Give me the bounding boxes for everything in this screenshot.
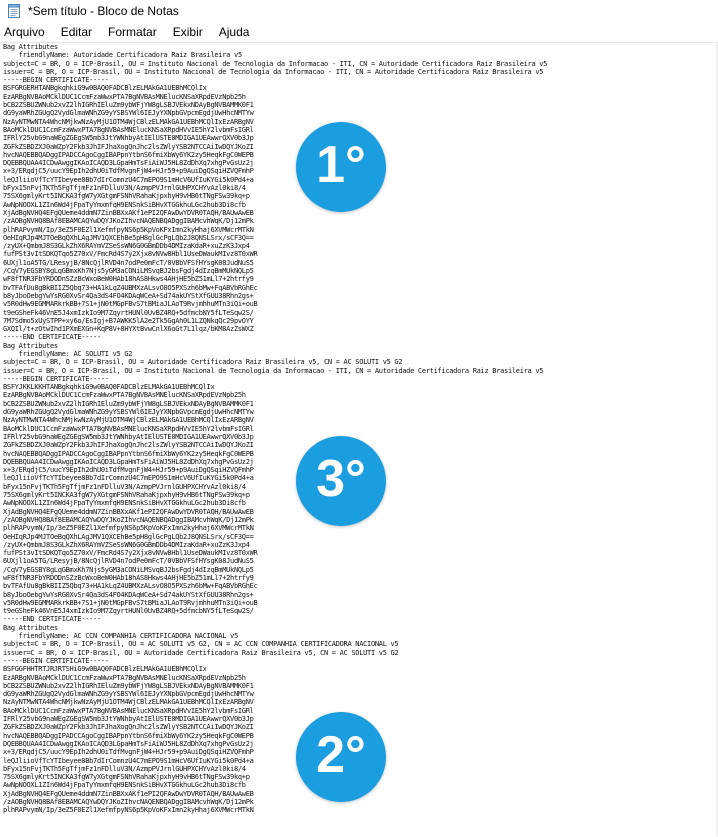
menu-exibir[interactable]: Exibir [172, 25, 203, 39]
menu-arquivo[interactable]: Arquivo [4, 25, 45, 39]
menu-ajuda[interactable]: Ajuda [218, 25, 250, 39]
window-title: *Sem título - Bloco de Notas [28, 4, 179, 18]
order-badge-third [296, 712, 386, 802]
menu-bar [0, 22, 718, 42]
order-badge-second [296, 436, 386, 526]
notepad-icon [6, 3, 22, 19]
title-bar [0, 0, 718, 22]
order-badge-first-label: 1° [316, 136, 366, 194]
order-badge-first [296, 122, 386, 212]
order-badge-third-label: 2° [316, 726, 366, 784]
menu-editar[interactable]: Editar [60, 25, 93, 39]
order-badge-second-label: 3° [316, 450, 366, 508]
menu-formatar[interactable]: Formatar [108, 25, 157, 39]
editor-content[interactable]: Bag Attributes friendlyName: Autoridade Certificadora Raiz Brasileira v5 subject=C = BR, O = ICP-Brasil, OU = Instituto Nacional de Tecnologia da Informacao - ITI, CN = Autoridade Certificadora Raiz Brasileira v5 issuer=C = BR, O = ICP-Brasil, OU = Instituto Nacional de Tecnologia da Informacao - ITI, CN = Autoridade Certificadora Raiz Brasileira v5 -----BEGIN CERTIFICATE----- BSFGRGERHTANBgkqhkiG9w0BAQ0FADCBlzELMAkGA1UEBhMCQlIx EzARBgNVBAoMCklDUC1CcmFzaWwxPTA7BgNVBAsMNElucKNSaXRpdEVzNpb25h bCB2ZSBUZWNub2xvZ2lhIGRhIEluZm9ybWFjYW8gLSBJVEkxNDAyBgNVBAMMK0F1 dG9yaWRhZGUgQ2VydGlmaWNhZG9yYSBSYWl6IEJyYXNpbGVpcmEgdjUwHhcNMTYw NzAyNTMwNTA4WhcNMjkwNzAyMjU1OTM4WjCBlzELMAkGA1UEBhMCQlIxEzARBgNV BAoMCklDUC1CcmFzaWwxPTA7BgNVBAsMNElucKNSaXRpdHVvIE5hY2lvbmFsIGRl IFRlY25vbG9naWEgZGEgSW5mb3JtYWNhbyAtIElUSTE0MDIGA1UEAwwrQXV0b3Jp ZGFkZSBDZXJ0aWZpY2Fkb3JhIFJhaXogQnJhc2lsZWlyYSB2NTCCAiIwDQYJKoZI hvcNAQEBBQADggIPADCCAgoCggIBAPpnYtbnS6fmiXbWy6YK2zy5HeqkFgC0WEPB DQEBBQUAA4ICDwAwggIKAoICAQD3LGpaHmTsFiAiWJ5HL8ZdDhXq7xhgPvGsUz2j x+3/ERqdjC5/uucY9EpIh2dhU0iTdfMvgnFjW4+HJr59+p9AuiDgQSqiHZVQFmhP leQJliioVfTcYTIbeyee8Bb7dIrComnzU4C7mEPO9S1mHcV6UfIuKYGi5k0Pd4+a bFyx15nFvjTKTh5FgTfjmFz1nFDlluV3N/AzmpPVJrnlGUHPXCHYvAzl0ki8/4 75SX6gmlyKrt5INCKA3fgW7yXGtgmFSNhVRahaKjpxhyH9vHB6tTNgFSw39kq+p AwNpNOOXL1ZIn6Wd4jFpaTyYmxmfqH9ENSnkSiBHvXTGGkhuLGc2hub3Di8cfb XjAdBgNVHQ4EFgQUeme4ddmN7ZinBBXxAKf1ePI2QFAwDwYDVR0TAQH/BAUwAwEB /zAOBgNVHQ8BAf8EBAMCAQYwDQYJKoZIhvcNAQENBQADggIBAMcvhWqK/Dj12mPk plhRAPvymN/Ip/3eZ5F0EZl1XefmfpyNS6p5KpVoKFxImn2kyHhaj6XVMWcrMTkN OeHIqRJp4MJTOeBqQXhLAgJMV1QXCEhBe5pH8glGcPgLQb2J8QNSLSrx/sCF3Q== /zyUX+QmbmJ8S3GLkZhX6RAYmVZSeSsWN6G0GBmDDb4DMIzaKdaR+xuZzK3Jxp4 fufPSt3vItSDKQTqo5Z70xV/FmcRd4S7y2Xjx8vNVw8Hbl1UseDWaukMIvz8T0xWR 6UXjl1oA5TG/LResyjB/8NcQjlRVD4n7odPe0mFcT/0VBbVFSfHYsgK08JudNuS5 /CqV7yEGSBY8gLqGBmxKh7Njs5yGM3aCONiLMSvqBJ2bsFgdj4dIzqBmMUkNQLp5 wF8fTNR3FbYRDODnSZzBcWxoBeW0HAb18hAS8Hkws4AHjHE5bZ51mLl7+2htrfy9 bvTFAfUu8gBkBIIZ5Qbq73+HA1kLqZ4UBMXzALsvO8O5PXSzh6bMw+FqABVbRGhEc b8yJboOebgYwYsRG0XvSr4Qa3dS4FO4KDAqWCeA+Sd74akUYStXfGUU38Rhn2gs+ v5R0dHw9EGMMARkrkBB+7S1+jN0tMGpFBvS7tBMiaJLAoT9RvjmhhuMTn3iQi+ouB t9eGSheFk46VnE5J4xmIzkIo9M7ZqyrtHUNl0UvBZ4RQ+5dfmcbNY5fLTeSqw2S/ 7M7Sdmo5xUySTPP+xy6o/EsIgj+B7AWKK5lA2e2Tk5GgAh0L1LZQNkqQc29pvOYY GXQIl/t+zOtwIhd1PXmEXGn+KqP8V+8HYXtBvwCnlX6oGt7L1lqz/bKM8AzZsWXZ -----END CERTIFICATE----- Bag Attributes friendlyName: AC SOLUTI v5 G2 subject=C = BR, O = ICP-Brasil, OU = Autoridade Certificadora Raiz Brasileira v5, CN = AC SOLUTI v5 G2 issuer=C = BR, O = ICP-Brasil, OU = Instituto Nacional de Tecnologia da Informacao - ITI, CN = Autoridade Certificadora Raiz Brasileira v5 -----BEGIN CERTIFICATE----- BSFYJKKLKKHTANBgkqhkiG9w0BAQ0FADCBlzELMAkGA1UEBhMCQlIx EzARBgNVBAoMCklDUC1CcmFzaWwxPTA7BgNVBAsMNElucKNSaXRpdEVzNpb25h bCB2ZSBUZWNub2xvZ2lhIGRhIEluZm9ybWFjYW8gLSBJVEkxNDAyBgNVBAMMK0F1 dG9yaWRhZGUgQ2VydGlmaWNhZG9yYSBSYWl6IEJyYXNpbGVpcmEgdjUwHhcNMTYw NzAyNTMwNTA4WhcNMjkwNzAyMjU1OTM4WjCBlzELMAkGA1UEBhMCQlIxEzARBgNV BAoMCklDUC1CcmFzaWwxPTA7BgNVBAsMNElucKNSaXRpdHVvIE5hY2lvbmFsIGRl IFRlY25vbG9naWEgZGEgSW5mb3JtYWNhbyAtIElUSTE0MDIGA1UEAwwrQXV0b3Jp ZGFkZSBDZXJ0aWZpY2Fkb3JhIFJhaXogQnJhc2lsZWlyYSB2NTCCAiIwDQYJKoZI hvcNAQEBBQADggIPADCCAgoCggIBAPpnYtbnS6fmiXbWy6YK2zy5HeqkFgC0WEPB DQEBBQUAA4ICDwAwggIKAoICAQD3LGpaHmTsFiAiWJ5HL8ZdDhXq7xhgPvGsUz2j x+3/ERqdjC5/uucY9EpIh2dhU0iTdfMvgnFjW4+HJr59+p9AuiDgQSqiHZVQFmhP leQJliioVfTcYTIbeyee8Bb7dIrComnzU4C7mEPO9S1mHcV6UfIuKYGi5k0Pd4+a bFyx15nFvjTKTh5FgTfjmFz1nFDlluV3N/AzmpPVJrnlGUHPXCHYvAzl0ki8/4 75SX6gmlyKrt5INCKA3fgW7yXGtgmFSNhVRahaKjpxhyH9vHB6tTNgFSw39kq+p AwNpNOOXL1ZIn6Wd4jFpaTyYmxmfqH9ENSnkSiBHvXTGGkhuLGc2hub3Di8cfb XjAdBgNVHQ4EFgQUeme4ddmN7ZinBBXxAKf1ePI2QFAwDwYDVR0TAQH/BAUwAwEB /zAOBgNVHQ8BAf8EBAMCAQYwDQYJKoZIhvcNAQENBQADggIBAMcvhWqK/Dj12mPk plhRAPvymN/Ip/3eZ5F0EZl1XefmfpyNS6p5KpVoKFxImn2kyHhaj6XVMWcrMTkN OeHIqRJp4MJTOeBqQXhLAgJMV1QXCEhBe5pH8glGcPgLQb2J8QNSLSrx/sCF3Q== /zyUX+QmbmJ8S3GLkZhX6RAYmVZSeSsWN6G0GBmDDb4DMIzaKdaR+xuZzK3Jxp4 fufPSt3vItSDKQTqo5Z70xV/FmcRd4S7y2Xjx8vNVw8Hbl1UseDWaukMIvz8T0xWR 6UXjl1oA5TG/LResyjB/8NcQjlRVD4n7odPe0mFcT/0VBbVFSfHYsgK08JudNuS5 /CqV7yEGSBY8gLqGBmxKh7Njs5yGM3aCONiLMSvqBJ2bsFgdj4dIzqBmMUkNQLp5 wF8fTNR3FbYRDODnSZzBcWxoBeW0HAb18hAS8Hkws4AHjHE5bZ51mLl7+2htrfy9 bvTFAfUu8gBkBIIZ5Qbq73+HA1kLqZ4UBMXzALsvO8O5PXSzh6bMw+FqABVbRGhEc b8yJboOebgYwYsRG0XvSr4Qa3dS4FO4KDAqWCeA+Sd74akUYStXfGUU38Rhn2gs+ v5R0dHw9EGMMARkrkBB+7S1+jN0tMGpFBvS7tBMiaJLAoT9RvjmhhuMTn3iQi+ouB t9eGSheFk46VnE5J4xmIzkIo9M7ZqyrtHUNl0UvBZ4RQ+5dfmcbNY5fLTeSqw2S/ -----END CERTIFICATE----- Bag Attributes friendlyName: AC CCN COMPANHIA CERTIFICADORA NACIONAL v5 subject=C = BR, O = ICP-Brasil, OU = AC SOLUTI v5 G2, CN = AC CCN COMPANHIA CERTIFICADORA NACIONAL v5 issuer=C = BR, O = ICP-Brasil, OU = Autoridade Certificadora Raiz Brasileira v5, CN = AC SOLUTI v5 G2 -----BEGIN CERTIFICATE----- BSFGGFHHTRTJRJRTSHiG9w0BAQ0FADCBlzELMAkGA1UEBhMCQlIx EzARBgNVBAoMCklDUC1CcmFzaWwxPTA7BgNVBAsMNElucKNSaXRpdEVzNpb25h bCB2ZSBUZWNub2xvZ2lhIGRhIEluZm9ybWFjYW8gLSBJVEkxNDAyBgNVBAMMK0F1 dG9yaWRhZGUgQ2VydGlmaWNhZG9yYSBSYWl6IEJyYXNpbGVpcmEgdjUwHhcNMTYw NzAyNTMwNTA4WhcNMjkwNzAyMjU1OTM4WjCBlzELMAkGA1UEBhMCQlIxEzARBgNV BAoMCklDUC1CcmFzaWwxPTA7BgNVBAsMNElucKNSaXRpdHVvIE5hY2lvbmFsIGRl IFRlY25vbG9naWEgZGEgSW5mb3JtYWNhbyAtIElUSTE0MDIGA1UEAwwrQXV0b3Jp ZGFkZSBDZXJ0aWZpY2Fkb3JhIFJhaXogQnJhc2lsZWlyYSB2NTCCAiIwDQYJKoZI hvcNAQEBBQADggIPADCCAgoCggIBAPpnYtbnS6fmiXbWy6YK2zy5HeqkFgC0WEPB DQEBBQUAA4ICDwAwggIKAoICAQD3LGpaHmTsFiAiWJ5HL8ZdDhXq7xhgPvGsUz2j x+3/ERqdjC5/uucY9EpIh2dhU0iTdfMvgnFjW4+HJr59+p9AuiDgQSqiHZVQFmhP leQJliioVfTcYTIbeyee8Bb7dIrComnzU4C7mEPO9S1mHcV6UfIuKYGi5k0Pd4+a bFyx15nFvjTKTh5FgTfjmFz1nFDlluV3N/AzmpPVJrnlGUHPXCHYvAzl0ki8/4 75SX6gmlyKrt5INCKA3fgW7yXGtgmFSNhVRahaKjpxhyH9vHB6tTNgFSw39kq+p AwNpNOOXL1ZIn6Wd4jFpaTyYmxmfqH9ENSnkSiBHvXTGGkhuLGc2hub3Di8cfb XjAdBgNVHQ4EFgQUeme4ddmN7ZinBBXxAKf1ePI2QFAwDwYDVR0TAQH/BAUwAwEB /zAOBgNVHQ8BAf8EBAMCAQYwDQYJKoZIhvcNAQENBQADggIBAMcvhWqK/Dj12mPk plhRAPvymN/Ip/3eZ5F0EZl1XefmfpyNS6p5KpVoKFxImn2kyHhaj6XVMWcrMTkN [3, 43, 548, 815]
